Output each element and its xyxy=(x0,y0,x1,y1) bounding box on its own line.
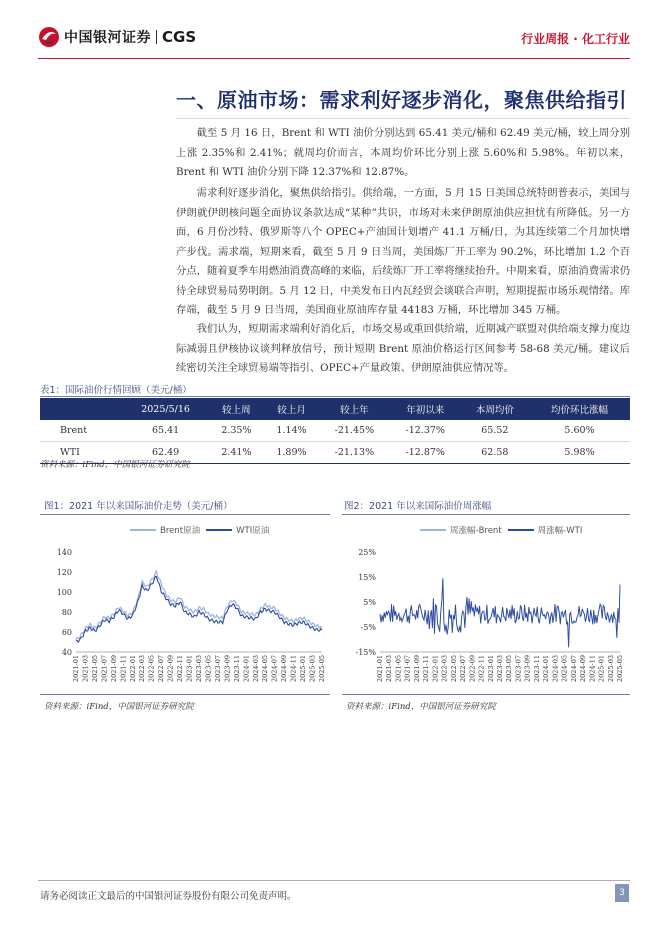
y-tick-label: 15% xyxy=(358,573,376,582)
x-tick-label: 2022-07 xyxy=(157,655,166,683)
y-tick-label: 140 xyxy=(56,548,72,557)
x-tick-label: 2023-07 xyxy=(213,655,222,683)
x-tick-label: 2022-03 xyxy=(138,655,147,683)
x-tick-label: 2024-05 xyxy=(261,655,270,683)
table-header-cell: 较上年 xyxy=(319,398,390,420)
table-cell: 1.14% xyxy=(264,420,319,442)
legend-swatch-wti-weekly xyxy=(508,529,534,531)
y-tick-label: 120 xyxy=(56,568,72,577)
x-tick-label: 2024-09 xyxy=(280,655,289,683)
table-cell: 62.49 xyxy=(122,442,209,464)
x-tick-label: 2021-01 xyxy=(72,655,80,683)
oil-price-trend-chart xyxy=(40,540,330,690)
x-tick-label: 2024-03 xyxy=(251,655,260,683)
series-line-weekly-wti xyxy=(380,578,620,647)
page-header xyxy=(0,0,662,72)
logo-text: 中国银河证券 xyxy=(64,30,151,46)
table-cell: -21.45% xyxy=(319,420,390,442)
table-top-rule xyxy=(40,396,630,397)
x-tick-label: 2021-09 xyxy=(412,655,421,683)
figure1-caption: 图1：2021 年以来国际油价走势（美元/桶） xyxy=(44,501,233,512)
x-tick-label: 2023-03 xyxy=(195,655,203,683)
x-tick-label: 2022-09 xyxy=(166,655,175,683)
y-tick-label: 40 xyxy=(61,648,72,657)
x-tick-label: 2021-03 xyxy=(81,655,90,683)
legend-label-brent: Brent原油 xyxy=(160,526,201,536)
x-tick-label: 2024-01 xyxy=(242,655,251,683)
page-number: 3 xyxy=(615,884,629,902)
table-header-cell: 均价环比涨幅 xyxy=(529,398,630,420)
paragraph-3: 我们认为，短期需求端利好消化后，市场交易或重回供给端，近期减产联盟对供给端支撑力度边际减弱且伊核协议谈判释放信号，预计短期 Brent 原油价格运行区间参考 58-68 美元/桶。建议后续密切关注全球贸易端等指引、OPEC+产量政策、伊朗原油供应情况等。 xyxy=(176,323,630,374)
y-tick-label: 5% xyxy=(363,598,376,607)
y-tick-label: 25% xyxy=(358,548,376,557)
y-tick-label: 80 xyxy=(61,608,72,617)
table-cell: 2.41% xyxy=(209,442,264,464)
table-header-cell xyxy=(40,398,122,420)
table-source: 资料来源：iFind，中国银河证券研究院 xyxy=(40,460,190,470)
series-line-wti xyxy=(76,576,322,642)
section-underline xyxy=(176,118,630,119)
logo-cgs: CGS xyxy=(162,28,197,46)
table-cell: 65.41 xyxy=(122,420,209,442)
x-tick-label: 2025-01 xyxy=(597,655,606,683)
x-tick-label: 2024-11 xyxy=(289,655,298,683)
table-cell: 2.35% xyxy=(209,420,264,442)
x-tick-label: 2021-11 xyxy=(119,655,128,683)
table-header-cell: 较上周 xyxy=(209,398,264,420)
table-header-cell: 本周均价 xyxy=(461,398,529,420)
legend-swatch-brent-weekly xyxy=(420,529,446,531)
footer-disclaimer: 请务必阅读正文最后的中国银河证券股份有限公司免责声明。 xyxy=(40,891,297,902)
x-tick-label: 2023-03 xyxy=(496,655,504,683)
figure2-legend xyxy=(420,524,582,536)
x-tick-label: 2021-05 xyxy=(90,655,99,683)
x-tick-label: 2025-03 xyxy=(606,655,615,683)
series-line-brent xyxy=(76,571,322,640)
y-tick-label: 60 xyxy=(61,628,72,637)
x-tick-label: 2021-07 xyxy=(100,655,109,683)
x-tick-label: 2025-03 xyxy=(308,655,317,683)
x-tick-label: 2022-05 xyxy=(147,655,156,683)
series-line-weekly-brent xyxy=(380,579,620,645)
x-tick-label: 2022-09 xyxy=(468,655,477,683)
legend-label-brent-weekly: 周涨幅-Brent xyxy=(450,526,502,536)
logo-separator xyxy=(156,30,157,44)
x-tick-label: 2024-07 xyxy=(270,655,279,683)
figure1-top-rule xyxy=(40,514,330,515)
y-tick-label: -15% xyxy=(355,648,376,657)
y-tick-label: 100 xyxy=(56,588,72,597)
weekly-change-chart xyxy=(342,540,630,690)
report-type-label: 行业周报 · 化工行业 xyxy=(521,32,630,46)
table-header-row xyxy=(40,398,630,420)
table-cell: -21.13% xyxy=(319,442,390,464)
table-cell: 5.98% xyxy=(529,442,630,464)
x-tick-label: 2024-03 xyxy=(551,655,560,683)
x-tick-label: 2021-11 xyxy=(422,655,431,683)
x-tick-label: 2024-07 xyxy=(569,655,578,683)
x-tick-label: 2023-11 xyxy=(532,655,541,683)
x-tick-label: 2022-03 xyxy=(440,655,449,683)
x-tick-label: 2024-01 xyxy=(542,655,551,683)
legend-swatch-brent xyxy=(130,529,156,531)
x-tick-label: 2021-05 xyxy=(394,655,403,683)
table-cell: 65.52 xyxy=(461,420,529,442)
figure2-caption: 图2：2021 年以来国际油价周涨幅 xyxy=(344,501,492,512)
figure2-bottom-rule xyxy=(342,694,630,695)
company-logo xyxy=(38,26,196,48)
footer-divider xyxy=(38,880,630,881)
figure2-top-rule xyxy=(342,514,630,515)
x-tick-label: 2024-11 xyxy=(588,655,597,683)
x-tick-label: 2023-01 xyxy=(185,655,194,683)
table-header-cell: 2025/5/16 xyxy=(122,398,209,420)
x-tick-label: 2023-11 xyxy=(232,655,241,683)
x-tick-label: 2021-09 xyxy=(109,655,118,683)
table-caption: 表1：国际油价行情回顾（美元/桶） xyxy=(40,385,192,396)
x-tick-label: 2022-11 xyxy=(477,655,486,683)
x-tick-label: 2022-05 xyxy=(449,655,458,683)
paragraph-1: 截至 5 月 16 日，Brent 和 WTI 油价分别达到 65.41 美元/桶和 62.49 美元/桶，较上周分别上涨 2.35%和 2.41%；就周均价而言，本周均价环比分别上涨 5.60%和 5.98%。年初以来，Brent 和 WTI 油价分别下降 12.37%和 12.87%。 xyxy=(176,127,630,178)
figure2-source: 资料来源：iFind，中国银河证券研究院 xyxy=(346,702,496,712)
x-tick-label: 2022-07 xyxy=(459,655,468,683)
x-tick-label: 2023-01 xyxy=(486,655,495,683)
table-header-cell: 较上月 xyxy=(264,398,319,420)
figure1-legend xyxy=(130,524,269,536)
table-row xyxy=(40,420,630,442)
table-cell: -12.37% xyxy=(390,420,461,442)
logo-mark-icon xyxy=(38,26,60,48)
x-tick-label: 2023-09 xyxy=(223,655,232,683)
x-tick-label: 2023-07 xyxy=(514,655,523,683)
x-tick-label: 2021-01 xyxy=(376,655,384,683)
legend-swatch-wti xyxy=(206,529,232,531)
x-tick-label: 2022-11 xyxy=(176,655,185,683)
oil-price-table xyxy=(40,398,630,464)
x-tick-label: 2021-07 xyxy=(403,655,412,683)
x-tick-label: 2025-01 xyxy=(299,655,308,683)
x-tick-label: 2024-09 xyxy=(579,655,588,683)
table-cell: 62.58 xyxy=(461,442,529,464)
y-tick-label: -5% xyxy=(360,623,376,632)
x-tick-label: 2022-01 xyxy=(128,655,137,683)
x-tick-label: 2021-03 xyxy=(385,655,394,683)
table-header-cell: 年初以来 xyxy=(390,398,461,420)
table-cell: 5.60% xyxy=(529,420,630,442)
paragraph-2: 需求利好逐步消化，聚焦供给指引。供给端，一方面，5 月 15 日美国总统特朗普表示，美国与伊朗就伊朗核问题全面协议条款达成“某种”共识，市场对未来伊朗原油供应担忧有所降低。另一方面，6 月份沙特、俄罗斯等八个 OPEC+产油国计划增产 41.1 万桶/日，为其连续第二个月加快增产步伐。需求端，短期来看，截至 5 月 9 日当周，美国炼厂开工率为 90.2%，环比增加 1.2 个百分点，随着夏季车用燃油消费高峰的来临，后续炼厂开工率将继续抬升。中期来看，原油消费需求仍待全球贸易局势明朗。5 月 12 日，中美发布日内瓦经贸会谈联合声明，短期提振市场乐观情绪。库存端，截至 5 月 9 日当周，美国商业原油库存量 44183 万桶，环比增加 345 万桶。 xyxy=(176,187,630,316)
x-tick-label: 2022-01 xyxy=(431,655,440,683)
table-cell: -12.87% xyxy=(390,442,461,464)
x-tick-label: 2023-09 xyxy=(523,655,532,683)
header-divider xyxy=(38,58,630,59)
table-cell: 1.89% xyxy=(264,442,319,464)
x-tick-label: 2023-05 xyxy=(505,655,514,683)
legend-label-wti: WTI原油 xyxy=(236,526,270,536)
section-title: 一、原油市场：需求利好逐步消化，聚焦供给指引 xyxy=(176,88,627,112)
x-tick-label: 2023-05 xyxy=(204,655,213,683)
figure1-bottom-rule xyxy=(40,694,330,695)
x-tick-label: 2025-05 xyxy=(616,655,624,683)
table-cell: Brent xyxy=(40,420,122,442)
table-cell: WTI xyxy=(40,442,122,464)
x-tick-label: 2025-05 xyxy=(318,655,326,683)
x-tick-label: 2024-05 xyxy=(560,655,569,683)
legend-label-wti-weekly: 周涨幅-WTI xyxy=(537,526,583,536)
figure1-source: 资料来源：iFind，中国银河证券研究院 xyxy=(44,702,194,712)
